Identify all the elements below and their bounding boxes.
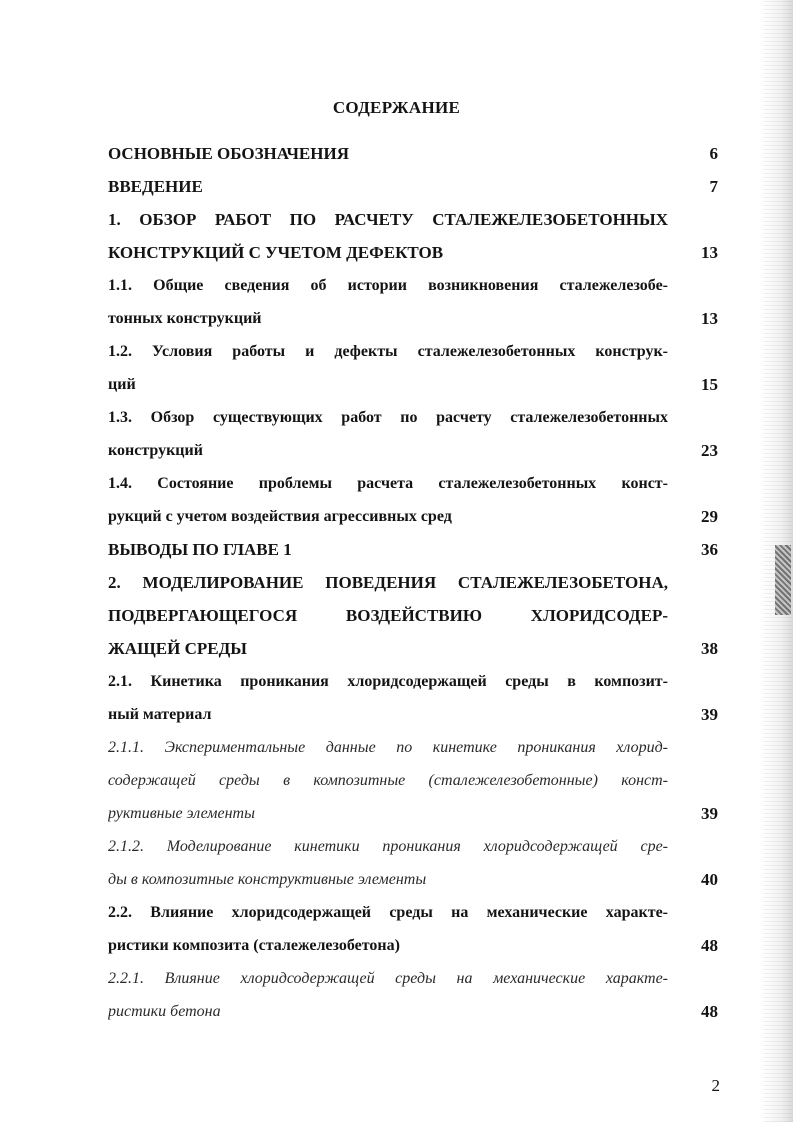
- toc-entry-line: 2.1. Кинетика проникания хлоридсодержащей среды в композит-: [108, 673, 668, 690]
- page-number: 2: [711, 1076, 720, 1095]
- toc-page-number: 39: [701, 705, 718, 724]
- toc-page-number: 36: [701, 540, 718, 559]
- toc-page-number: 7: [709, 177, 718, 196]
- toc-page-number: 48: [701, 936, 718, 955]
- toc-entry-section-1-4: [108, 467, 718, 533]
- toc-page-number: 13: [701, 309, 718, 328]
- toc-entry-line: ВЫВОДЫ ПО ГЛАВЕ 1: [108, 540, 292, 559]
- toc-page-number: 48: [701, 1002, 718, 1021]
- toc-entry-subsection-2-2-1: [108, 962, 718, 1028]
- toc-entry-section-2-1: [108, 665, 718, 731]
- toc-entry-line: ПОДВЕРГАЮЩЕГОСЯ ВОЗДЕЙСТВИЮ ХЛОРИДСОДЕР-: [108, 606, 668, 625]
- toc-entry-section-1-1: [108, 269, 718, 335]
- toc-entry-line: рукций с учетом воздействия агрессивных сред: [108, 508, 452, 525]
- toc-page-number: 23: [701, 441, 718, 460]
- toc-entry-section-2-2: [108, 896, 718, 962]
- toc-page-number: 6: [709, 144, 718, 163]
- toc-entry-line: ристики композита (сталежелезобетона): [108, 937, 400, 954]
- toc-entry-conclusions-1: [108, 533, 718, 566]
- toc-entry-line: 1.3. Обзор существующих работ по расчету сталежелезобетонных: [108, 409, 668, 426]
- toc-entry-line: 2.2. Влияние хлоридсодержащей среды на механические характе-: [108, 904, 668, 921]
- toc-page-number: 40: [701, 870, 718, 889]
- toc-entry-line: 2.1.2. Моделирование кинетики проникания хлоридсодержащей сре-: [108, 838, 668, 855]
- toc-entry-line: руктивные элементы: [108, 805, 255, 822]
- toc-entry-line: ный материал: [108, 706, 212, 723]
- scan-artifact-mark: [775, 545, 791, 615]
- toc-entry-line: 2.1.1. Экспериментальные данные по кинетике проникания хлорид-: [108, 739, 668, 756]
- toc-entry-line: тонных конструкций: [108, 310, 262, 327]
- toc-entry-line: содержащей среды в композитные (сталежелезобетонные) конст-: [108, 772, 668, 789]
- toc-page-number: 13: [701, 243, 718, 262]
- toc-entry-notation: [108, 137, 718, 170]
- toc-page-number: 39: [701, 804, 718, 823]
- toc-entry-line: ды в композитные конструктивные элементы: [108, 871, 427, 888]
- toc-entry-chapter-1: [108, 203, 718, 269]
- toc-entry-line: 2. МОДЕЛИРОВАНИЕ ПОВЕДЕНИЯ СТАЛЕЖЕЛЕЗОБЕТОНА,: [108, 573, 668, 592]
- toc-entry-line: ОСНОВНЫЕ ОБОЗНАЧЕНИЯ: [108, 144, 349, 163]
- toc-entry-line: ВВЕДЕНИЕ: [108, 177, 203, 196]
- toc-entry-line: ристики бетона: [108, 1003, 221, 1020]
- toc-entry-subsection-2-1-1: [108, 731, 718, 830]
- toc-page-number: 29: [701, 507, 718, 526]
- toc-entry-line: 1.2. Условия работы и дефекты сталежелезобетонных конструк-: [108, 343, 668, 360]
- toc-entry-line: ций: [108, 376, 136, 393]
- toc-entry-line: конструкций: [108, 442, 203, 459]
- toc-entry-line: 1.4. Состояние проблемы расчета сталежелезобетонных конст-: [108, 475, 668, 492]
- toc-entry-line: КОНСТРУКЦИЙ С УЧЕТОМ ДЕФЕКТОВ: [108, 243, 444, 262]
- toc-entry-line: 2.2.1. Влияние хлоридсодержащей среды на механические характе-: [108, 970, 668, 987]
- toc-entry-section-1-3: [108, 401, 718, 467]
- toc-page-number: 15: [701, 375, 718, 394]
- toc-entry-line: ЖАЩЕЙ СРЕДЫ: [108, 639, 247, 658]
- toc-title: СОДЕРЖАНИЕ: [332, 98, 461, 117]
- toc-entry-subsection-2-1-2: [108, 830, 718, 896]
- toc-entry-line: 1.1. Общие сведения об истории возникновения сталежелезобе-: [108, 277, 668, 294]
- table-of-contents: [108, 137, 718, 1028]
- toc-page-number: 38: [701, 639, 718, 658]
- toc-entry-section-1-2: [108, 335, 718, 401]
- toc-entry-line: 1. ОБЗОР РАБОТ ПО РАСЧЕТУ СТАЛЕЖЕЛЕЗОБЕТОННЫХ: [108, 210, 668, 229]
- toc-entry-introduction: [108, 170, 718, 203]
- toc-entry-chapter-2: [108, 566, 718, 665]
